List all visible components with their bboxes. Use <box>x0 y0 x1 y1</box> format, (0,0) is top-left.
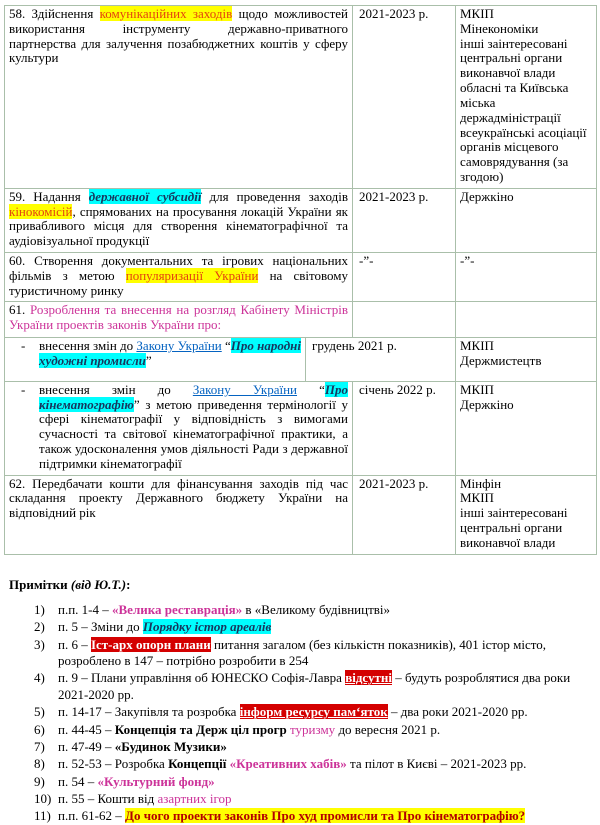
text-segment: азартних ігор <box>157 791 232 806</box>
text-segment: п. 54 – <box>58 773 98 789</box>
text-segment: п. 52-53 – Розробка <box>58 756 169 772</box>
note-item <box>9 739 593 755</box>
text-segment: 62. Передбачати кошти для фінансування заходів під час складання проекту Державного бюджету України на відповідний рік <box>9 475 348 521</box>
law-link[interactable]: Закону України <box>136 338 222 354</box>
text-segment: «Велика реставрація» <box>112 601 243 617</box>
executor-line: всеукраїнські асоціації органів місцевого самоврядування (за згодою) <box>460 124 587 184</box>
text-segment: п. 9 – Плани управління об ЮНЕСКО Софія-Лавра <box>58 670 346 686</box>
executor-line: Держкіно <box>460 188 514 204</box>
text-segment: : <box>126 576 131 592</box>
text-segment: внесення змін до <box>39 338 137 354</box>
note-text <box>58 670 593 703</box>
text-segment: комунікаційних заходів <box>99 6 233 21</box>
text-segment: Розроблення та внесення на розгляд Кабінету Міністрів України проектів законів України про: <box>9 302 348 333</box>
table-row <box>5 476 597 555</box>
text-segment: До чого проекти законів Про худ промисли та Про кінематографію? <box>125 808 526 824</box>
executor-line: МКІП <box>460 490 494 506</box>
note-number: 1) <box>34 601 45 617</box>
text-segment: Концепція та Держ ціл прогр <box>114 721 287 737</box>
note-item <box>9 637 593 670</box>
note-number: 4) <box>34 670 45 686</box>
term-cell: грудень 2021 р. <box>306 338 456 381</box>
text-segment: ” з метою приведення термінології у сфері кінематографії у відповідність з вимогами сучасності та світової кінематографічної практики, а також удосконалення умов діяльності Ради з державної підтримки кінематографії <box>39 396 348 471</box>
note-number: 11) <box>34 808 51 824</box>
text-segment: – будуть розроблятися два роки 2021-2020 рр. <box>58 670 571 702</box>
task-cell <box>5 302 353 337</box>
term-cell: січень 2022 р. <box>353 382 456 475</box>
text-segment: Про народні художні промисли <box>39 338 301 368</box>
note-item <box>9 602 593 618</box>
text-segment: «Культурний фонд» <box>97 773 215 789</box>
note-text <box>58 756 593 772</box>
text-segment: “ <box>297 381 325 397</box>
table-row <box>5 253 597 302</box>
list-dash: - <box>21 381 26 397</box>
text-segment: п. 44-45 – <box>58 721 115 737</box>
executor-line: обласні та Київська міська держадміністрації <box>460 80 569 125</box>
text-segment: «Будинок Музики» <box>114 738 227 754</box>
text-segment: щодо можливостей використання інструменту державно-приватного партнерства для залучення позабюджетних коштів у сферу культури <box>9 6 348 66</box>
text-segment: , спрямованих на просування локацій України як привабливого місця для створення кінематографічної та аудіовізуальної продукції <box>9 203 348 249</box>
text-segment: – два роки 2021-2020 рр. <box>387 704 528 720</box>
executor-line: інші заінтересовані центральні органи виконавчої влади <box>460 505 568 550</box>
note-text <box>58 791 593 807</box>
note-number: 8) <box>34 756 45 772</box>
term-cell: 2021-2023 р. <box>353 189 456 252</box>
executor-line: МКІП <box>460 338 494 354</box>
text-segment: Концепції <box>168 756 227 772</box>
executor-line: МКІП <box>460 381 494 397</box>
text-segment: для проведення заходів <box>201 188 348 204</box>
text-segment: п. 47-49 – <box>58 738 115 754</box>
notes-heading <box>9 577 593 593</box>
executor-line: Держмистецтв <box>460 352 542 368</box>
text-segment: державної субсидії <box>88 188 202 204</box>
note-number: 10) <box>34 791 52 806</box>
executors-cell <box>456 253 597 301</box>
text-segment: відсутні <box>345 670 392 686</box>
note-item <box>9 722 593 738</box>
table-row <box>5 382 597 476</box>
note-number: 2) <box>34 619 45 635</box>
text-segment: п.п. 61-62 – <box>58 808 125 824</box>
executors-cell <box>456 476 597 554</box>
note-text <box>58 619 593 635</box>
note-text <box>58 602 593 618</box>
executor-line: інші заінтересовані центральні органи виконавчої влади <box>460 35 568 81</box>
table-row <box>5 189 597 253</box>
text-segment: 61. <box>9 302 30 318</box>
task-cell <box>5 382 353 475</box>
text-segment: до вересня 2021 р. <box>335 721 441 737</box>
executor-line: МКІП <box>460 6 494 21</box>
text-segment: Порядку істор ареалів <box>142 619 272 635</box>
text-segment: на світовому туристичному ринку <box>9 267 349 298</box>
note-number: 6) <box>34 721 45 737</box>
text-segment: Іст-арх опорн плани <box>90 636 211 652</box>
note-number: 9) <box>34 773 45 789</box>
note-text <box>58 722 593 738</box>
note-item <box>9 756 593 772</box>
term-cell: 2021-2023 р. <box>353 6 456 188</box>
note-number: 5) <box>34 704 45 720</box>
executors-cell <box>456 302 597 337</box>
table-row <box>5 302 597 338</box>
text-segment: кінокомісій <box>9 203 73 219</box>
text-segment: “ <box>221 338 231 354</box>
text-segment: ” <box>145 352 152 368</box>
note-item <box>9 808 593 824</box>
table-row <box>5 338 597 382</box>
table-row <box>5 6 597 189</box>
note-item <box>9 774 593 790</box>
term-cell: 2021-2023 р. <box>353 476 456 554</box>
executors-cell <box>456 382 597 475</box>
executor-line: Мінфін <box>460 475 502 491</box>
task-text <box>39 383 348 472</box>
note-item <box>9 670 593 703</box>
task-cell <box>5 476 353 554</box>
text-segment: туризму <box>290 721 336 737</box>
task-text <box>39 339 301 369</box>
text-segment: (від Ю.Т.) <box>70 576 127 592</box>
task-cell <box>5 6 353 188</box>
text-segment: популяризації України <box>125 267 259 283</box>
note-text <box>58 808 593 824</box>
text-segment: п. 14-17 – Закупівля та розробка <box>58 704 240 720</box>
executor-line: Держкіно <box>460 396 514 412</box>
text-segment: «Креативних хабів» <box>229 756 347 772</box>
note-text <box>58 637 593 670</box>
task-cell <box>5 189 353 252</box>
note-item <box>9 791 593 807</box>
law-link[interactable]: Закону України <box>192 381 298 397</box>
text-segment: 60. Створення документальних та ігрових національних фільмів з метою <box>9 253 348 283</box>
executor-line: -”- <box>460 253 475 268</box>
text-segment: Про кінематографію <box>39 381 348 412</box>
notes-section <box>9 577 593 825</box>
term-cell: -”- <box>353 253 456 301</box>
action-plan-table <box>4 5 597 555</box>
term-cell <box>353 302 456 337</box>
text-segment: п.п. 1-4 – <box>58 601 112 617</box>
executors-cell <box>456 338 597 381</box>
list-dash: - <box>21 338 26 354</box>
executors-cell <box>456 189 597 252</box>
text-segment: питання загалом (без кількістн показників), 401 істор місто, розроблено в 147 – потрібно розробити в 254 <box>58 636 547 668</box>
executor-line: Мінекономіки <box>460 20 539 36</box>
note-item <box>9 704 593 720</box>
note-item <box>9 619 593 635</box>
text-segment: п. 5 – Зміни до <box>58 619 143 635</box>
text-segment: п. 55 – Кошти від <box>58 791 158 806</box>
text-segment: Примітки <box>9 576 71 592</box>
notes-list <box>9 602 593 825</box>
task-cell <box>5 338 306 381</box>
text-segment: п. 6 – <box>58 636 91 652</box>
note-number: 7) <box>34 738 45 754</box>
text-segment: інформ ресурсу пам‘яток <box>239 704 388 720</box>
note-text <box>58 739 593 755</box>
text-segment: та пілот в Києві – 2021-2023 рр. <box>346 756 527 772</box>
text-segment: внесення змін до <box>39 381 193 397</box>
text-segment: 59. Надання <box>9 188 89 204</box>
note-text <box>58 704 593 720</box>
executors-cell <box>456 6 597 188</box>
text-segment: в «Великому будівництві» <box>242 601 391 617</box>
text-segment: 58. Здійснення <box>9 6 100 21</box>
note-text <box>58 774 593 790</box>
task-cell <box>5 253 353 301</box>
note-number: 3) <box>34 636 45 652</box>
